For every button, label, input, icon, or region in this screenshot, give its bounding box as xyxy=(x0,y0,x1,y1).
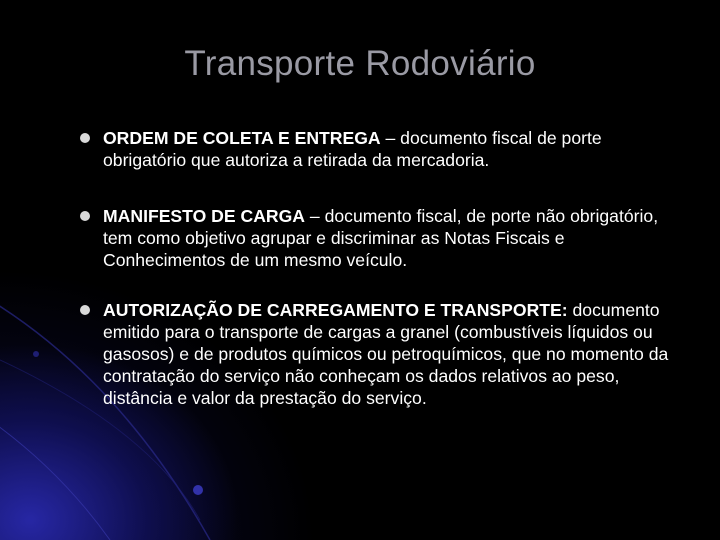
bullet-text xyxy=(103,205,683,271)
bullet-description: – documento fiscal, de porte não obrigatório, tem como objetivo agrupar e discriminar as Notas Fiscais e Conhecimentos de um mesmo veículo. xyxy=(103,206,659,270)
bullet-term: ORDEM DE COLETA E ENTREGA xyxy=(103,128,381,148)
bullet-term: AUTORIZAÇÃO DE CARREGAMENTO E TRANSPORTE: xyxy=(103,300,568,320)
slide-title: Transporte Rodoviário xyxy=(184,44,536,83)
bullet-text xyxy=(103,127,683,171)
bullet-dot-icon xyxy=(80,133,90,143)
bullet-term: MANIFESTO DE CARGA xyxy=(103,206,306,226)
bullet-description: documento emitido para o transporte de cargas a granel (combustíveis líquidos ou gasosos) e de produtos químicos ou petroquímicos, que no momento da contratação do serviço não conheçam os dados relativos ao peso, distância e valor da prestação do serviço. xyxy=(103,300,669,408)
bullet-text xyxy=(103,299,683,409)
bullet-dot-icon xyxy=(80,305,90,315)
bullet-description: – documento fiscal de porte obrigatório que autoriza a retirada da mercadoria. xyxy=(103,128,602,170)
bullet-dot-icon xyxy=(80,211,90,221)
